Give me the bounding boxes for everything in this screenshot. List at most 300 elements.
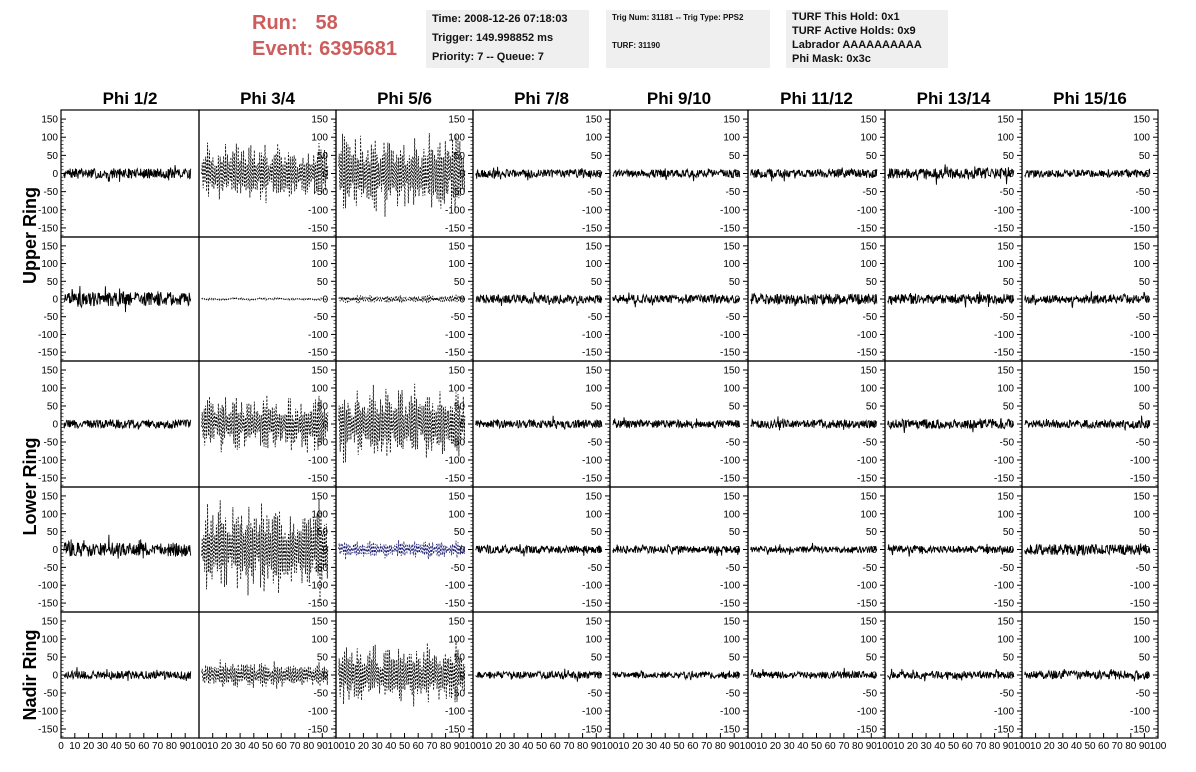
y-tick-label: -100 <box>1129 580 1150 592</box>
y-tick-label: 100 <box>311 509 328 521</box>
x-tick-label: 20 <box>357 741 369 752</box>
x-tick-label: 90 <box>1002 741 1014 752</box>
x-tick-label: 40 <box>934 741 946 752</box>
y-tick-label: -150 <box>307 347 328 359</box>
y-tick-label: 0 <box>1008 419 1014 431</box>
x-tick-label: 20 <box>769 741 781 752</box>
panel <box>199 487 336 612</box>
y-tick-label: 100 <box>997 259 1014 271</box>
y-tick-label: 50 <box>46 652 58 664</box>
y-tick-label: 150 <box>311 241 328 253</box>
panel <box>1022 487 1158 612</box>
y-tick-label: -150 <box>1129 223 1150 235</box>
waveform-trace <box>476 669 602 682</box>
y-tick-label: -100 <box>444 205 465 217</box>
x-tick-label: 40 <box>385 741 397 752</box>
y-tick-label: -150 <box>444 473 465 485</box>
x-tick-label: 30 <box>1057 741 1069 752</box>
x-tick-label: 100 <box>464 741 482 752</box>
y-tick-label: -150 <box>993 223 1014 235</box>
x-tick-label: 50 <box>947 741 960 752</box>
y-tick-label: 0 <box>596 294 602 306</box>
y-tick-label: -150 <box>1129 724 1150 736</box>
y-tick-label: -100 <box>307 205 328 217</box>
y-tick-label: 100 <box>311 634 328 646</box>
y-tick-label: -150 <box>37 347 58 359</box>
y-tick-label: -100 <box>444 580 465 592</box>
y-tick-label: -50 <box>313 437 328 449</box>
x-tick-label: 80 <box>989 741 1001 752</box>
y-tick-label: -150 <box>856 473 877 485</box>
panel <box>199 237 336 361</box>
y-tick-label: -100 <box>993 455 1014 467</box>
y-tick-label: -150 <box>719 724 740 736</box>
y-tick-label: 100 <box>1133 132 1150 144</box>
x-tick-label: 60 <box>687 741 699 752</box>
y-tick-label: -50 <box>313 312 328 324</box>
y-tick-label: 100 <box>311 383 328 395</box>
panel <box>336 612 482 752</box>
y-tick-label: -150 <box>856 598 877 610</box>
y-tick-label: -150 <box>1129 473 1150 485</box>
x-tick-label: 60 <box>275 741 287 752</box>
y-tick-label: -50 <box>862 437 877 449</box>
y-tick-label: 100 <box>41 634 58 646</box>
y-tick-label: 50 <box>865 652 877 664</box>
y-tick-label: -100 <box>1129 329 1150 341</box>
y-tick-label: 150 <box>860 114 877 126</box>
y-tick-label: 0 <box>322 670 328 682</box>
x-tick-label: 70 <box>975 741 987 752</box>
y-tick-label: 100 <box>448 634 465 646</box>
panel <box>1022 110 1158 237</box>
x-tick-label: 50 <box>810 741 823 752</box>
panel <box>199 612 345 752</box>
y-tick-label: 50 <box>316 401 328 413</box>
y-tick-label: -100 <box>856 329 877 341</box>
y-tick-label: 0 <box>734 169 740 180</box>
y-tick-label: -100 <box>993 329 1014 341</box>
y-tick-label: -50 <box>862 187 877 199</box>
y-tick-label: -100 <box>719 455 740 467</box>
x-tick-label: 90 <box>316 741 328 752</box>
y-tick-label: 150 <box>448 365 465 377</box>
x-tick-label: 20 <box>220 741 232 752</box>
panel <box>336 487 473 612</box>
y-tick-label: 100 <box>997 509 1014 521</box>
y-tick-label: 150 <box>997 616 1014 628</box>
x-tick-label: 70 <box>838 741 850 752</box>
x-tick-label: 10 <box>1030 741 1042 752</box>
x-tick-label: 0 <box>58 741 64 752</box>
waveform-trace <box>613 417 740 428</box>
x-tick-label: 40 <box>110 741 122 752</box>
y-tick-label: 0 <box>596 419 602 431</box>
y-tick-label: -50 <box>725 437 740 449</box>
y-tick-label: 0 <box>734 419 740 431</box>
y-tick-label: 0 <box>52 294 58 306</box>
x-tick-label: 30 <box>371 741 383 752</box>
y-tick-label: 50 <box>46 401 58 413</box>
y-tick-label: -50 <box>862 562 877 574</box>
x-tick-label: 60 <box>1098 741 1110 752</box>
panel <box>199 361 336 487</box>
y-tick-label: 0 <box>52 169 58 180</box>
y-tick-label: -100 <box>993 706 1014 718</box>
x-tick-label: 90 <box>728 741 740 752</box>
y-tick-label: 100 <box>41 383 58 395</box>
y-tick-label: -50 <box>450 688 465 700</box>
column-title: Phi 5/6 <box>377 89 432 108</box>
y-tick-label: 0 <box>734 294 740 306</box>
turf-num-text: TURF: 31190 <box>612 41 661 50</box>
waveform-trace <box>476 167 602 181</box>
x-tick-label: 80 <box>440 741 452 752</box>
y-tick-label: -100 <box>856 706 877 718</box>
x-tick-label: 100 <box>739 741 757 752</box>
y-tick-label: -100 <box>307 455 328 467</box>
y-tick-label: 0 <box>871 545 877 556</box>
y-tick-label: 150 <box>860 491 877 503</box>
y-tick-label: -100 <box>444 706 465 718</box>
waveform-trace <box>888 292 1014 308</box>
y-tick-label: 0 <box>871 670 877 682</box>
y-tick-label: -50 <box>450 312 465 324</box>
y-tick-label: -150 <box>444 598 465 610</box>
y-tick-label: 50 <box>1002 150 1014 162</box>
panel <box>473 612 619 752</box>
trig-num-text: Trig Num: 31181 -- Trig Type: PPS2 <box>612 13 744 22</box>
y-tick-label: 100 <box>723 634 740 646</box>
row-label: Nadir Ring <box>20 629 40 721</box>
y-tick-label: 100 <box>585 509 602 521</box>
y-tick-label: 150 <box>311 616 328 628</box>
y-tick-label: 150 <box>860 241 877 253</box>
y-tick-label: 150 <box>723 616 740 628</box>
x-tick-label: 90 <box>453 741 465 752</box>
y-tick-label: 150 <box>860 616 877 628</box>
x-tick-label: 20 <box>906 741 918 752</box>
y-tick-label: -100 <box>1129 455 1150 467</box>
waveform-trace <box>476 416 602 430</box>
y-tick-label: 150 <box>1133 114 1150 126</box>
y-tick-label: -150 <box>1129 347 1150 359</box>
y-tick-label: -50 <box>999 562 1014 574</box>
y-tick-label: 150 <box>311 365 328 377</box>
waveform-trace <box>1025 416 1150 431</box>
x-tick-label: 50 <box>261 741 274 752</box>
y-tick-label: 50 <box>46 276 58 288</box>
y-tick-label: -100 <box>444 455 465 467</box>
y-tick-label: 0 <box>322 169 328 180</box>
y-tick-label: -100 <box>37 455 58 467</box>
y-tick-label: 50 <box>453 276 465 288</box>
waveform-trace <box>1025 169 1150 177</box>
panel <box>885 487 1022 612</box>
column-title: Phi 15/16 <box>1053 89 1127 108</box>
x-tick-label: 10 <box>481 741 493 752</box>
panel <box>38 361 199 487</box>
x-tick-label: 70 <box>563 741 575 752</box>
x-tick-label: 90 <box>590 741 602 752</box>
y-tick-label: 150 <box>585 241 602 253</box>
x-tick-label: 20 <box>632 741 644 752</box>
y-tick-label: -100 <box>993 580 1014 592</box>
panel <box>748 612 894 752</box>
y-tick-label: 150 <box>585 365 602 377</box>
x-tick-label: 40 <box>797 741 809 752</box>
y-tick-label: 100 <box>448 259 465 271</box>
x-tick-label: 60 <box>138 741 150 752</box>
y-tick-label: 100 <box>860 383 877 395</box>
x-tick-label: 10 <box>69 741 81 752</box>
panel-frame <box>748 487 885 612</box>
panel <box>336 361 473 487</box>
time-text: Time: 2008-12-26 07:18:03 <box>432 13 568 25</box>
y-tick-label: 50 <box>453 150 465 162</box>
y-tick-label: -150 <box>581 598 602 610</box>
x-tick-label: 80 <box>577 741 589 752</box>
x-tick-label: 60 <box>549 741 561 752</box>
event-value: 6395681 <box>319 38 397 60</box>
y-tick-label: -50 <box>862 688 877 700</box>
x-tick-label: 20 <box>1043 741 1055 752</box>
y-tick-label: 150 <box>997 365 1014 377</box>
y-tick-label: -150 <box>444 347 465 359</box>
panel <box>1022 361 1158 487</box>
waveform-trace <box>613 544 740 556</box>
y-tick-label: 50 <box>316 276 328 288</box>
x-tick-label: 80 <box>714 741 726 752</box>
y-tick-label: 100 <box>1133 383 1150 395</box>
panel <box>610 110 748 237</box>
y-tick-label: -50 <box>999 312 1014 324</box>
waveform-trace <box>1025 669 1150 681</box>
y-tick-label: 50 <box>316 652 328 664</box>
y-tick-label: 0 <box>734 670 740 682</box>
x-tick-label: 40 <box>1070 741 1082 752</box>
trigger-text: Trigger: 149.998852 ms <box>432 32 554 44</box>
y-tick-label: 50 <box>46 527 58 539</box>
y-tick-label: 0 <box>871 419 877 431</box>
y-tick-label: -150 <box>307 223 328 235</box>
y-tick-label: -150 <box>581 223 602 235</box>
waveform-trace <box>888 418 1014 433</box>
turf-active-holds-text: TURF Active Holds: 0x9 <box>792 25 916 37</box>
y-tick-label: 100 <box>1133 259 1150 271</box>
panel <box>748 487 885 612</box>
y-tick-label: 100 <box>860 509 877 521</box>
y-tick-label: -100 <box>1129 706 1150 718</box>
x-tick-label: 10 <box>893 741 905 752</box>
y-tick-label: 150 <box>448 241 465 253</box>
y-tick-label: -100 <box>719 706 740 718</box>
y-tick-label: -50 <box>1135 562 1150 574</box>
y-tick-label: 100 <box>41 509 58 521</box>
y-tick-label: 0 <box>1144 670 1150 682</box>
y-tick-label: -50 <box>587 187 602 199</box>
y-tick-label: -100 <box>719 205 740 217</box>
labrador-text: Labrador AAAAAAAAAA <box>792 39 922 51</box>
x-tick-label: 100 <box>190 741 208 752</box>
y-tick-label: -150 <box>307 598 328 610</box>
x-tick-label: 20 <box>494 741 506 752</box>
y-tick-label: 150 <box>585 114 602 126</box>
panel <box>748 110 885 237</box>
x-tick-label: 90 <box>1138 741 1150 752</box>
y-tick-label: 50 <box>1138 276 1150 288</box>
y-tick-label: 100 <box>997 132 1014 144</box>
waveform-trace <box>64 419 191 429</box>
y-tick-label: 50 <box>865 276 877 288</box>
y-tick-label: 0 <box>871 294 877 306</box>
y-tick-label: 50 <box>590 150 602 162</box>
y-tick-label: 150 <box>448 114 465 126</box>
y-tick-label: 50 <box>453 652 465 664</box>
x-tick-label: 50 <box>673 741 685 752</box>
y-tick-label: -100 <box>37 205 58 217</box>
y-tick-label: -50 <box>1135 437 1150 449</box>
y-tick-label: 50 <box>728 276 740 288</box>
y-tick-label: -100 <box>444 329 465 341</box>
y-tick-label: -150 <box>856 347 877 359</box>
panel <box>885 361 1022 487</box>
y-tick-label: 100 <box>448 509 465 521</box>
y-tick-label: -50 <box>313 562 328 574</box>
waveform-trace <box>888 164 1014 184</box>
x-tick-label: 80 <box>1125 741 1137 752</box>
waveform-trace <box>202 395 328 453</box>
y-tick-label: 50 <box>728 401 740 413</box>
y-tick-label: 150 <box>41 114 58 126</box>
y-tick-label: -50 <box>587 688 602 700</box>
x-tick-label: 70 <box>152 741 164 752</box>
y-tick-label: -50 <box>43 688 58 700</box>
y-tick-label: -100 <box>37 706 58 718</box>
x-tick-label: 100 <box>1013 741 1031 752</box>
waveform-trace <box>751 543 877 555</box>
panel <box>336 110 473 237</box>
waveform-trace <box>1025 543 1150 556</box>
waveform-trace <box>339 133 465 217</box>
y-tick-label: -150 <box>856 223 877 235</box>
waveform-trace <box>64 667 191 681</box>
y-tick-label: -150 <box>444 724 465 736</box>
x-tick-label: 10 <box>207 741 219 752</box>
y-tick-label: -150 <box>444 223 465 235</box>
waveform-trace <box>751 294 877 307</box>
y-tick-label: -50 <box>1135 688 1150 700</box>
y-tick-label: 50 <box>1002 276 1014 288</box>
y-tick-label: -50 <box>313 688 328 700</box>
y-tick-label: 150 <box>585 616 602 628</box>
y-tick-label: -150 <box>581 347 602 359</box>
panel <box>199 110 336 237</box>
y-tick-label: 0 <box>459 294 465 306</box>
y-tick-label: -150 <box>37 223 58 235</box>
y-tick-label: 0 <box>1144 169 1150 180</box>
row-label: Lower Ring <box>20 437 40 536</box>
x-tick-label: 70 <box>426 741 438 752</box>
x-tick-label: 40 <box>248 741 260 752</box>
row-label: Upper Ring <box>20 187 40 284</box>
y-tick-label: 0 <box>1144 419 1150 431</box>
phi-mask-text: Phi Mask: 0x3c <box>792 53 871 65</box>
y-tick-label: 50 <box>728 527 740 539</box>
y-tick-label: 150 <box>1133 616 1150 628</box>
y-tick-label: 50 <box>453 527 465 539</box>
y-tick-label: 0 <box>1008 169 1014 180</box>
y-tick-label: 100 <box>585 259 602 271</box>
waveform-trace <box>339 295 465 304</box>
y-tick-label: -100 <box>856 580 877 592</box>
waveform-trace <box>613 670 740 680</box>
y-tick-label: 150 <box>1133 241 1150 253</box>
x-tick-label: 70 <box>289 741 301 752</box>
x-tick-label: 30 <box>645 741 657 752</box>
y-tick-label: -100 <box>856 205 877 217</box>
y-tick-label: -100 <box>581 706 602 718</box>
x-tick-label: 30 <box>783 741 795 752</box>
y-tick-label: 100 <box>860 132 877 144</box>
y-tick-label: 100 <box>860 259 877 271</box>
y-tick-label: -100 <box>1129 205 1150 217</box>
panel <box>610 361 748 487</box>
y-tick-label: 150 <box>997 241 1014 253</box>
y-tick-label: -100 <box>719 580 740 592</box>
y-tick-label: -100 <box>719 329 740 341</box>
y-tick-label: 50 <box>1002 401 1014 413</box>
y-tick-label: -150 <box>993 598 1014 610</box>
panel <box>38 110 199 237</box>
x-tick-label: 30 <box>508 741 520 752</box>
y-tick-label: -50 <box>43 312 58 324</box>
y-tick-label: 150 <box>1133 491 1150 503</box>
y-tick-label: -150 <box>993 724 1014 736</box>
waveform-trace <box>888 669 1014 681</box>
y-tick-label: 100 <box>1133 634 1150 646</box>
y-tick-label: 0 <box>871 169 877 180</box>
x-tick-label: 60 <box>824 741 836 752</box>
waveform-trace <box>64 535 191 559</box>
y-tick-label: 50 <box>590 527 602 539</box>
y-tick-label: 100 <box>448 132 465 144</box>
y-tick-label: 150 <box>41 616 58 628</box>
y-tick-label: -150 <box>37 724 58 736</box>
y-tick-label: 0 <box>596 670 602 682</box>
y-tick-label: 100 <box>448 383 465 395</box>
y-tick-label: 0 <box>1008 294 1014 306</box>
y-tick-label: 0 <box>596 545 602 556</box>
x-tick-label: 60 <box>412 741 424 752</box>
y-tick-label: -150 <box>581 473 602 485</box>
y-tick-label: -100 <box>581 205 602 217</box>
x-tick-label: 100 <box>876 741 894 752</box>
panel <box>1022 237 1158 361</box>
waveform-trace <box>339 540 465 560</box>
waveform-trace <box>751 416 877 430</box>
panel <box>748 361 885 487</box>
y-tick-label: -50 <box>43 562 58 574</box>
x-tick-label: 100 <box>327 741 345 752</box>
panel <box>473 237 610 361</box>
y-tick-label: 100 <box>997 383 1014 395</box>
y-tick-label: -100 <box>581 580 602 592</box>
column-title: Phi 7/8 <box>514 89 569 108</box>
y-tick-label: 100 <box>1133 509 1150 521</box>
y-tick-label: 50 <box>865 401 877 413</box>
y-tick-label: -100 <box>307 329 328 341</box>
